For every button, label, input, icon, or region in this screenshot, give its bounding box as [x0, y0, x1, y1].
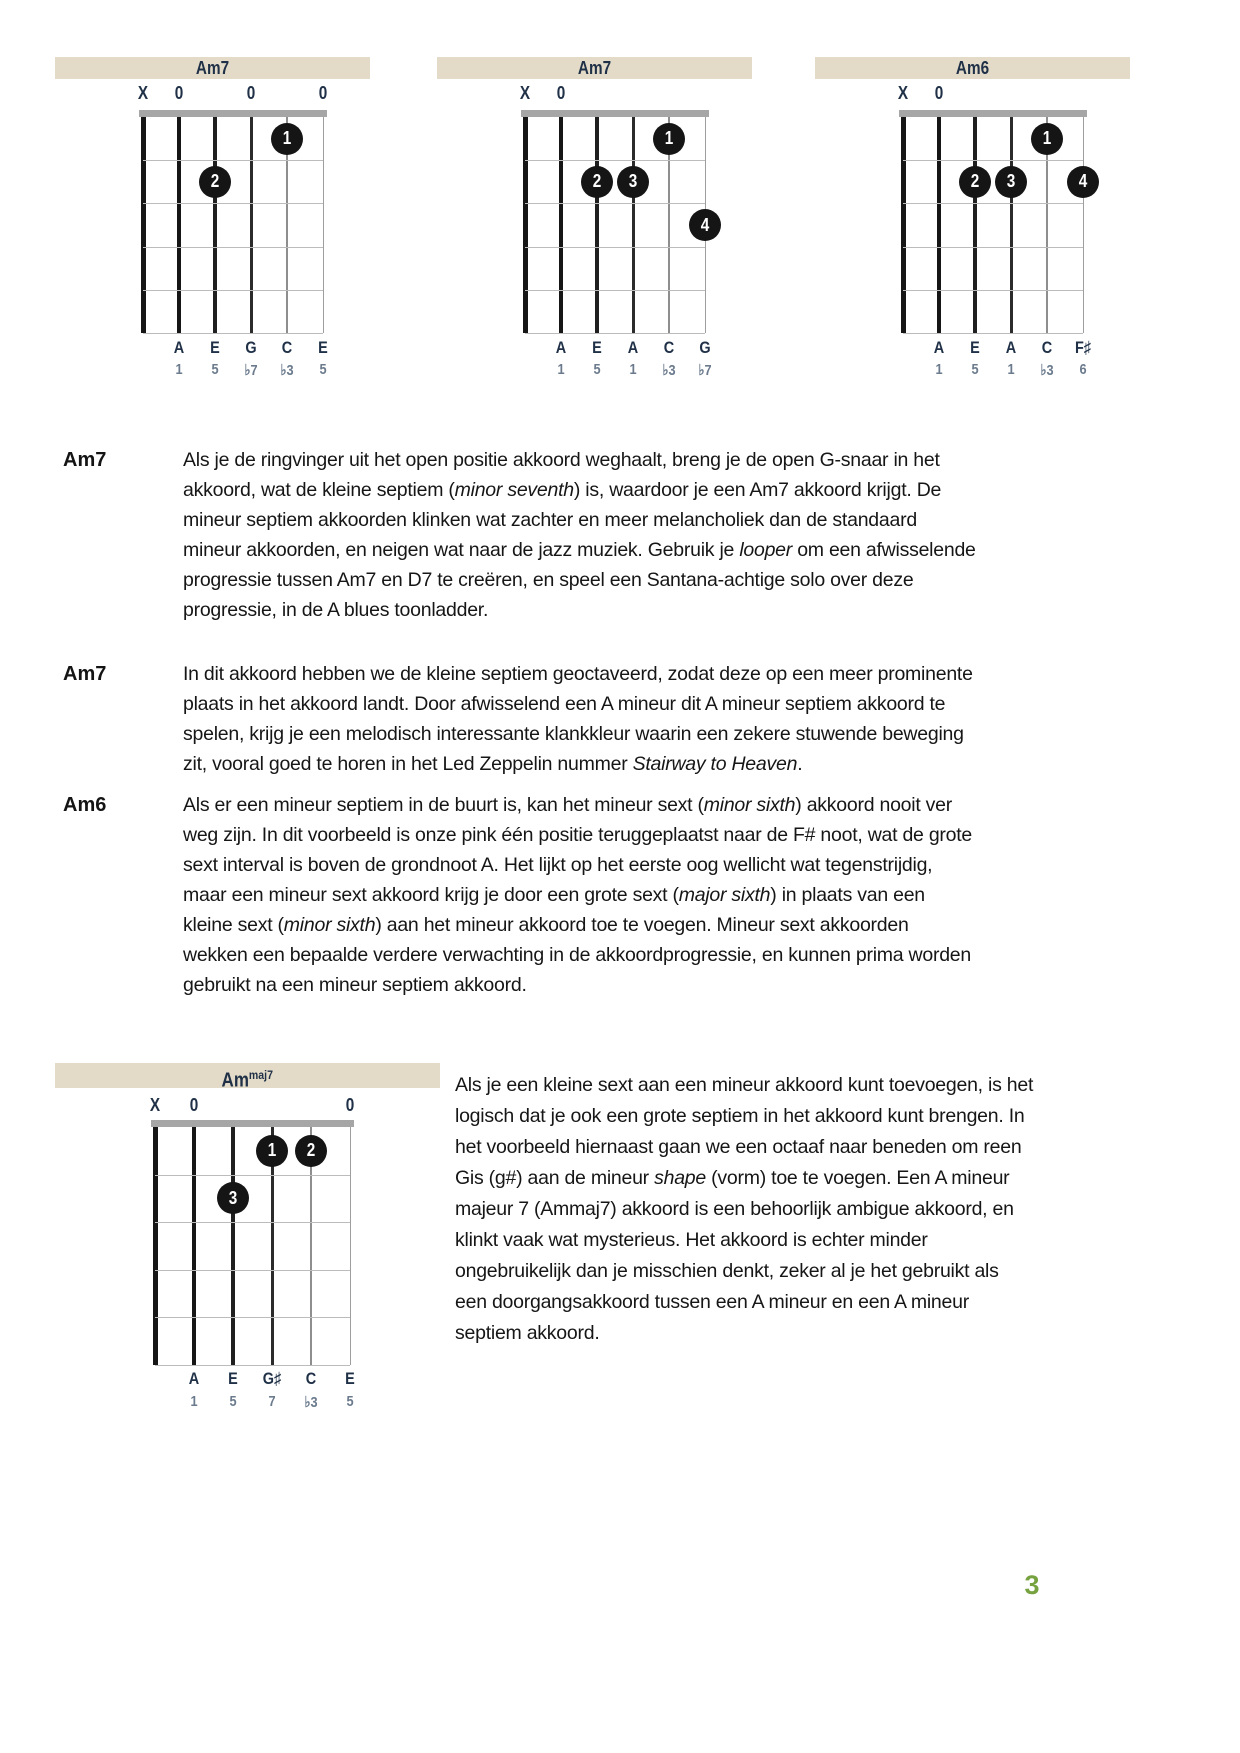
chord-title-bar	[55, 1063, 440, 1092]
section-am7-open	[63, 445, 976, 625]
interval-label: ♭7	[698, 362, 712, 379]
finger-number: 3	[228, 1187, 238, 1208]
interval-label: 1	[935, 361, 943, 378]
text: ) aan het mineur akkoord toe te voegen. Mineur sext akkoorden	[375, 914, 909, 936]
finger-number: 2	[592, 171, 602, 192]
muted-string-marker: X	[897, 83, 909, 103]
text: mineur akkoorden, en neigen wat naar de jazz muziek. Gebruik je	[183, 539, 740, 561]
interval-label: 7	[268, 1393, 276, 1410]
open-string-marker: 0	[556, 83, 566, 103]
string-line	[213, 117, 217, 333]
text: sext interval is boven de grondnoot A. Het lijkt op het eerste oog wellicht wat tegenstrijdig,	[183, 854, 933, 876]
string-line	[231, 1127, 235, 1365]
text: spelen, krijg je een melodisch interessante klankkleur waarin een zekere stuwende beweging	[183, 723, 964, 745]
chord-title: Am6	[955, 58, 990, 78]
fret-line	[525, 290, 705, 291]
note-name-label: E	[210, 338, 220, 357]
note-name-label: G	[245, 338, 257, 357]
paragraph-line	[455, 1287, 1033, 1318]
text: Gis (g#) aan de mineur	[455, 1167, 655, 1189]
fret-line	[143, 247, 323, 248]
paragraph-line	[455, 1132, 1033, 1163]
finger-number: 1	[267, 1140, 277, 1161]
finger-dot	[199, 166, 231, 198]
string-line	[250, 117, 253, 333]
muted-string-marker: X	[149, 1095, 161, 1115]
text: ) is, waardoor je een Am7 akkoord krijgt. De	[573, 479, 942, 501]
note-name-label: E	[318, 338, 328, 357]
note-name-label: A	[188, 1369, 200, 1388]
note-name-label: C	[281, 338, 293, 357]
fret-line	[143, 160, 323, 161]
finger-dot	[271, 123, 303, 155]
paragraph-line	[183, 535, 976, 565]
fret-line	[903, 290, 1083, 291]
text: majeur 7 (Ammaj7) akkoord is een behoorlijk ambigue akkoord, en	[455, 1198, 1014, 1220]
finger-dot	[617, 166, 649, 198]
nut-bar	[151, 1120, 354, 1127]
italic-text: minor sixth	[703, 794, 796, 816]
fret-line	[525, 160, 705, 161]
chord-diagram-am7-open	[55, 57, 370, 387]
italic-text: minor sixth	[283, 914, 376, 936]
text: het voorbeeld hiernaast gaan we een octaaf naar beneden om reen	[455, 1136, 1022, 1158]
text: progressie, in de A blues toonladder.	[183, 599, 489, 621]
paragraph-line	[455, 1101, 1033, 1132]
string-line	[973, 117, 977, 333]
string-line	[350, 1127, 351, 1365]
note-name-label: A	[627, 338, 639, 357]
chord-title-bar	[55, 57, 370, 79]
text: progressie tussen Am7 en D7 te creëren, en speel een Santana-achtige solo over deze	[183, 569, 914, 591]
note-name-label: A	[173, 338, 185, 357]
paragraph-line	[183, 970, 972, 1000]
string-line	[595, 117, 599, 333]
text: logisch dat je ook een grote septiem in het akkoord kunt brengen. In	[455, 1105, 1025, 1127]
paragraph-line	[455, 1194, 1033, 1225]
paragraph-line	[183, 565, 976, 595]
paragraph	[183, 659, 973, 779]
paragraph-line	[183, 689, 973, 719]
fret-line	[155, 1222, 350, 1223]
paragraph-line	[183, 880, 972, 910]
paragraph-line	[183, 659, 973, 689]
finger-dot	[256, 1135, 288, 1167]
finger-number: 1	[664, 128, 674, 149]
fret-line	[903, 160, 1083, 161]
interval-label: 1	[175, 361, 183, 378]
text: Als er een mineur septiem in de buurt is, kan het mineur sext (	[183, 794, 704, 816]
text: Als je een kleine sext aan een mineur akkoord kunt toevoegen, is het	[455, 1074, 1034, 1096]
fret-line	[143, 333, 323, 334]
interval-label: 1	[557, 361, 565, 378]
open-string-marker: 0	[174, 83, 184, 103]
finger-number: 4	[1078, 171, 1088, 192]
finger-number: 2	[210, 171, 220, 192]
interval-label: 5	[593, 361, 601, 378]
paragraph	[183, 445, 976, 625]
muted-string-marker: X	[137, 83, 149, 103]
finger-number: 4	[700, 214, 710, 235]
paragraph-line	[183, 505, 976, 535]
fret-line	[155, 1365, 350, 1366]
string-line	[153, 1127, 158, 1365]
text: mineur septiem akkoorden klinken wat zachter en meer melancholiek dan de standaard	[183, 509, 917, 531]
paragraph-line	[455, 1163, 1033, 1194]
note-name-label: G	[699, 338, 711, 357]
string-line	[937, 117, 941, 333]
fret-line	[155, 1270, 350, 1271]
note-name-label: E	[592, 338, 602, 357]
finger-number: 2	[306, 1140, 316, 1161]
finger-number: 3	[1006, 171, 1016, 192]
paragraph-line	[183, 719, 973, 749]
note-name-label: E	[345, 1369, 355, 1388]
paragraph-line	[183, 475, 976, 505]
italic-text: looper	[739, 539, 793, 561]
open-string-marker: 0	[934, 83, 944, 103]
finger-dot	[1031, 123, 1063, 155]
finger-number: 1	[1042, 128, 1052, 149]
fret-line	[143, 203, 323, 204]
section-label: Am7	[63, 449, 107, 471]
note-name-label: C	[305, 1369, 317, 1388]
string-line	[177, 117, 181, 333]
text: een doorgangsakkoord tussen een A mineur en een A mineur	[455, 1291, 969, 1313]
interval-label: 1	[1007, 361, 1015, 378]
note-name-label: C	[663, 338, 675, 357]
interval-label: ♭3	[662, 362, 676, 379]
text: ongebruikelijk dan je misschien denkt, zeker al je het gebruikt als	[455, 1260, 999, 1282]
finger-number: 3	[628, 171, 638, 192]
string-line	[1010, 117, 1013, 333]
text: akkoord, wat de kleine septiem (	[183, 479, 455, 501]
interval-label: 1	[190, 1393, 198, 1410]
text: maar een mineur sext akkoord krijg je door een grote sext (	[183, 884, 679, 906]
finger-dot	[1067, 166, 1099, 198]
text: om een afwisselende	[792, 539, 976, 561]
paragraph-line	[183, 595, 976, 625]
string-line	[1083, 117, 1084, 333]
open-string-marker: 0	[345, 1095, 355, 1115]
text: zit, vooral goed te horen in het Led Zeppelin nummer	[183, 753, 633, 775]
chord-diagram-am7-alt	[437, 57, 752, 387]
chord-title-sup: maj7	[249, 1068, 274, 1082]
fret-line	[525, 247, 705, 248]
note-name-label: E	[228, 1369, 238, 1388]
paragraph-ammaj7	[455, 1070, 1033, 1349]
nut-bar	[139, 110, 327, 117]
open-string-marker: 0	[246, 83, 256, 103]
chord-title: Am7	[577, 58, 612, 78]
string-line	[632, 117, 635, 333]
interval-label: 5	[319, 361, 327, 378]
string-line	[901, 117, 906, 333]
paragraph-line	[183, 850, 972, 880]
text: In dit akkoord hebben we de kleine septiem geoctaveerd, zodat deze op een meer prominente	[183, 663, 973, 685]
text: klinkt vaak wat mysterieus. Het akkoord is echter minder	[455, 1229, 928, 1251]
section-am6	[63, 790, 972, 1000]
text: .	[797, 753, 803, 775]
paragraph-line	[183, 910, 972, 940]
section-label: Am7	[63, 663, 107, 685]
note-name-label: A	[555, 338, 567, 357]
finger-number: 1	[282, 128, 292, 149]
interval-label: 5	[971, 361, 979, 378]
section-am7-alt	[63, 659, 973, 779]
interval-label: 5	[229, 1393, 237, 1410]
chord-diagram-ammaj7	[55, 1063, 440, 1419]
string-line	[523, 117, 528, 333]
chord-diagram-am6	[815, 57, 1130, 387]
section-label: Am6	[63, 794, 107, 816]
interval-label: ♭7	[244, 362, 258, 379]
interval-label: ♭3	[1040, 362, 1054, 379]
nut-bar	[521, 110, 709, 117]
chord-title-bar	[815, 57, 1130, 79]
finger-dot	[295, 1135, 327, 1167]
text: Als je de ringvinger uit het open positie akkoord weghaalt, breng je de open G-snaar in het	[183, 449, 940, 471]
interval-label: 6	[1079, 361, 1087, 378]
finger-dot	[959, 166, 991, 198]
text: plaats in het akkoord landt. Door afwisselend een A mineur dit A mineur septiem akkoord te	[183, 693, 946, 715]
fret-line	[525, 333, 705, 334]
string-line	[192, 1127, 196, 1365]
string-line	[141, 117, 146, 333]
text: ) akkoord nooit ver	[795, 794, 953, 816]
italic-text: minor seventh	[454, 479, 574, 501]
text: septiem akkoord.	[455, 1322, 600, 1344]
text: ) in plaats van een	[770, 884, 925, 906]
fret-line	[155, 1175, 350, 1176]
paragraph	[183, 790, 972, 1000]
interval-label: ♭3	[304, 1394, 318, 1411]
finger-number: 2	[970, 171, 980, 192]
fret-line	[903, 333, 1083, 334]
note-name-label: G♯	[262, 1369, 282, 1388]
text: wekken een bepaalde verdere verwachting in de akkoordprogressie, en kunnen prima worden	[183, 944, 971, 966]
chord-title-bar	[437, 57, 752, 79]
open-string-marker: 0	[189, 1095, 199, 1115]
paragraph-line	[183, 790, 972, 820]
paragraph-line	[455, 1318, 1033, 1349]
note-name-label: E	[970, 338, 980, 357]
string-line	[559, 117, 563, 333]
italic-text: major sixth	[678, 884, 771, 906]
note-name-label: C	[1041, 338, 1053, 357]
finger-dot	[995, 166, 1027, 198]
muted-string-marker: X	[519, 83, 531, 103]
paragraph-line	[183, 820, 972, 850]
interval-label: 1	[629, 361, 637, 378]
fret-line	[903, 247, 1083, 248]
finger-dot	[689, 209, 721, 241]
paragraph-line	[183, 445, 976, 475]
text: kleine sext (	[183, 914, 284, 936]
italic-text: shape	[654, 1167, 706, 1189]
chord-title: $Am^{maj7}$	[221, 1068, 274, 1092]
paragraph-line	[455, 1225, 1033, 1256]
interval-label: 5	[346, 1393, 354, 1410]
string-line	[323, 117, 324, 333]
note-name-label: A	[1005, 338, 1017, 357]
italic-text: Stairway to Heaven	[632, 753, 798, 775]
text: (vorm) toe te voegen. Een A mineur	[706, 1167, 1010, 1189]
finger-dot	[217, 1182, 249, 1214]
text: gebruikt na een mineur septiem akkoord.	[183, 974, 527, 996]
nut-bar	[899, 110, 1087, 117]
fret-line	[525, 203, 705, 204]
chord-title: Am7	[195, 58, 230, 78]
open-string-marker: 0	[318, 83, 328, 103]
finger-dot	[581, 166, 613, 198]
interval-label: ♭3	[280, 362, 294, 379]
interval-label: 5	[211, 361, 219, 378]
fret-line	[903, 203, 1083, 204]
finger-dot	[653, 123, 685, 155]
paragraph-line	[183, 940, 972, 970]
paragraph-line	[455, 1256, 1033, 1287]
fret-line	[143, 290, 323, 291]
fret-line	[155, 1317, 350, 1318]
paragraph-line	[455, 1070, 1033, 1101]
paragraph-line	[183, 749, 973, 779]
text: weg zijn. In dit voorbeeld is onze pink één positie teruggeplaatst naar de F# noot, wat de grote	[183, 824, 973, 846]
note-name-label: F♯	[1074, 338, 1092, 357]
note-name-label: A	[933, 338, 945, 357]
page-number: 3	[1024, 1570, 1040, 1600]
